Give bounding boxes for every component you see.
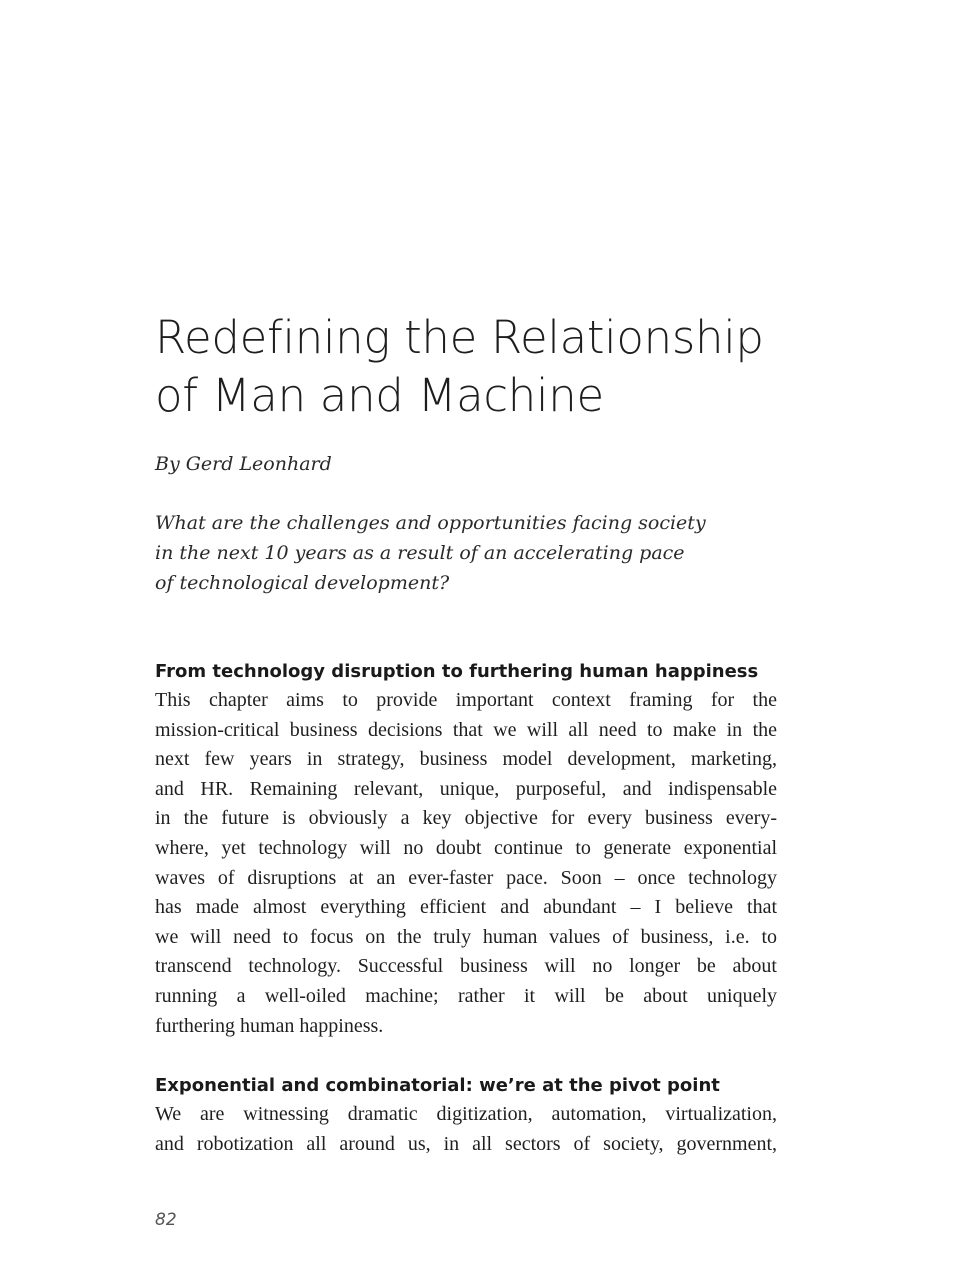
section-heading: Exponential and combinatorial: we’re at the pivot point [155, 1075, 720, 1096]
paragraph-line: running a well-oiled machine; rather it will be about uniquely [155, 984, 777, 1007]
paragraph-line: next few years in strategy, business model development, marketing, [155, 748, 777, 771]
question-line: What are the challenges and opportunities facing society [155, 512, 706, 534]
paragraph-line: has made almost everything efficient and abundant – I believe that [155, 896, 777, 919]
chapter-title-line: Redefining the Relationship [155, 311, 764, 364]
chapter-question [155, 508, 775, 598]
question-line: in the next 10 years as a result of an accelerating pace [155, 542, 685, 564]
author-byline: By Gerd Leonhard [155, 453, 332, 475]
paragraph-line: and robotization all around us, in all sectors of society, government, [155, 1132, 777, 1155]
paragraph-line: transcend technology. Successful business will no longer be about [155, 955, 777, 978]
body-paragraph [155, 686, 777, 1041]
paragraph-line: We are witnessing dramatic digitization, automation, virtualization, [155, 1103, 777, 1125]
question-line: of technological development? [155, 572, 450, 594]
paragraph-line: waves of disruptions at an ever-faster pace. Soon – once technology [155, 866, 777, 889]
paragraph-line: furthering human happiness. [155, 1014, 384, 1037]
paragraph-line: mission-critical business decisions that we will all need to make in the [155, 718, 777, 741]
chapter-title [155, 309, 855, 425]
page-number: 82 [155, 1210, 177, 1230]
section-heading: From technology disruption to furthering human happiness [155, 661, 759, 682]
paragraph-line: This chapter aims to provide important context framing for the [155, 689, 777, 711]
paragraph-line: and HR. Remaining relevant, unique, purposeful, and indispensable [155, 777, 777, 800]
body-paragraph [155, 1100, 777, 1159]
paragraph-line: in the future is obviously a key objective for every business every- [155, 807, 777, 830]
chapter-title-line: of Man and Machine [155, 369, 604, 422]
paragraph-line: where, yet technology will no doubt continue to generate exponential [155, 836, 777, 859]
paragraph-line: we will need to focus on the truly human values of business, i.e. to [155, 925, 777, 948]
